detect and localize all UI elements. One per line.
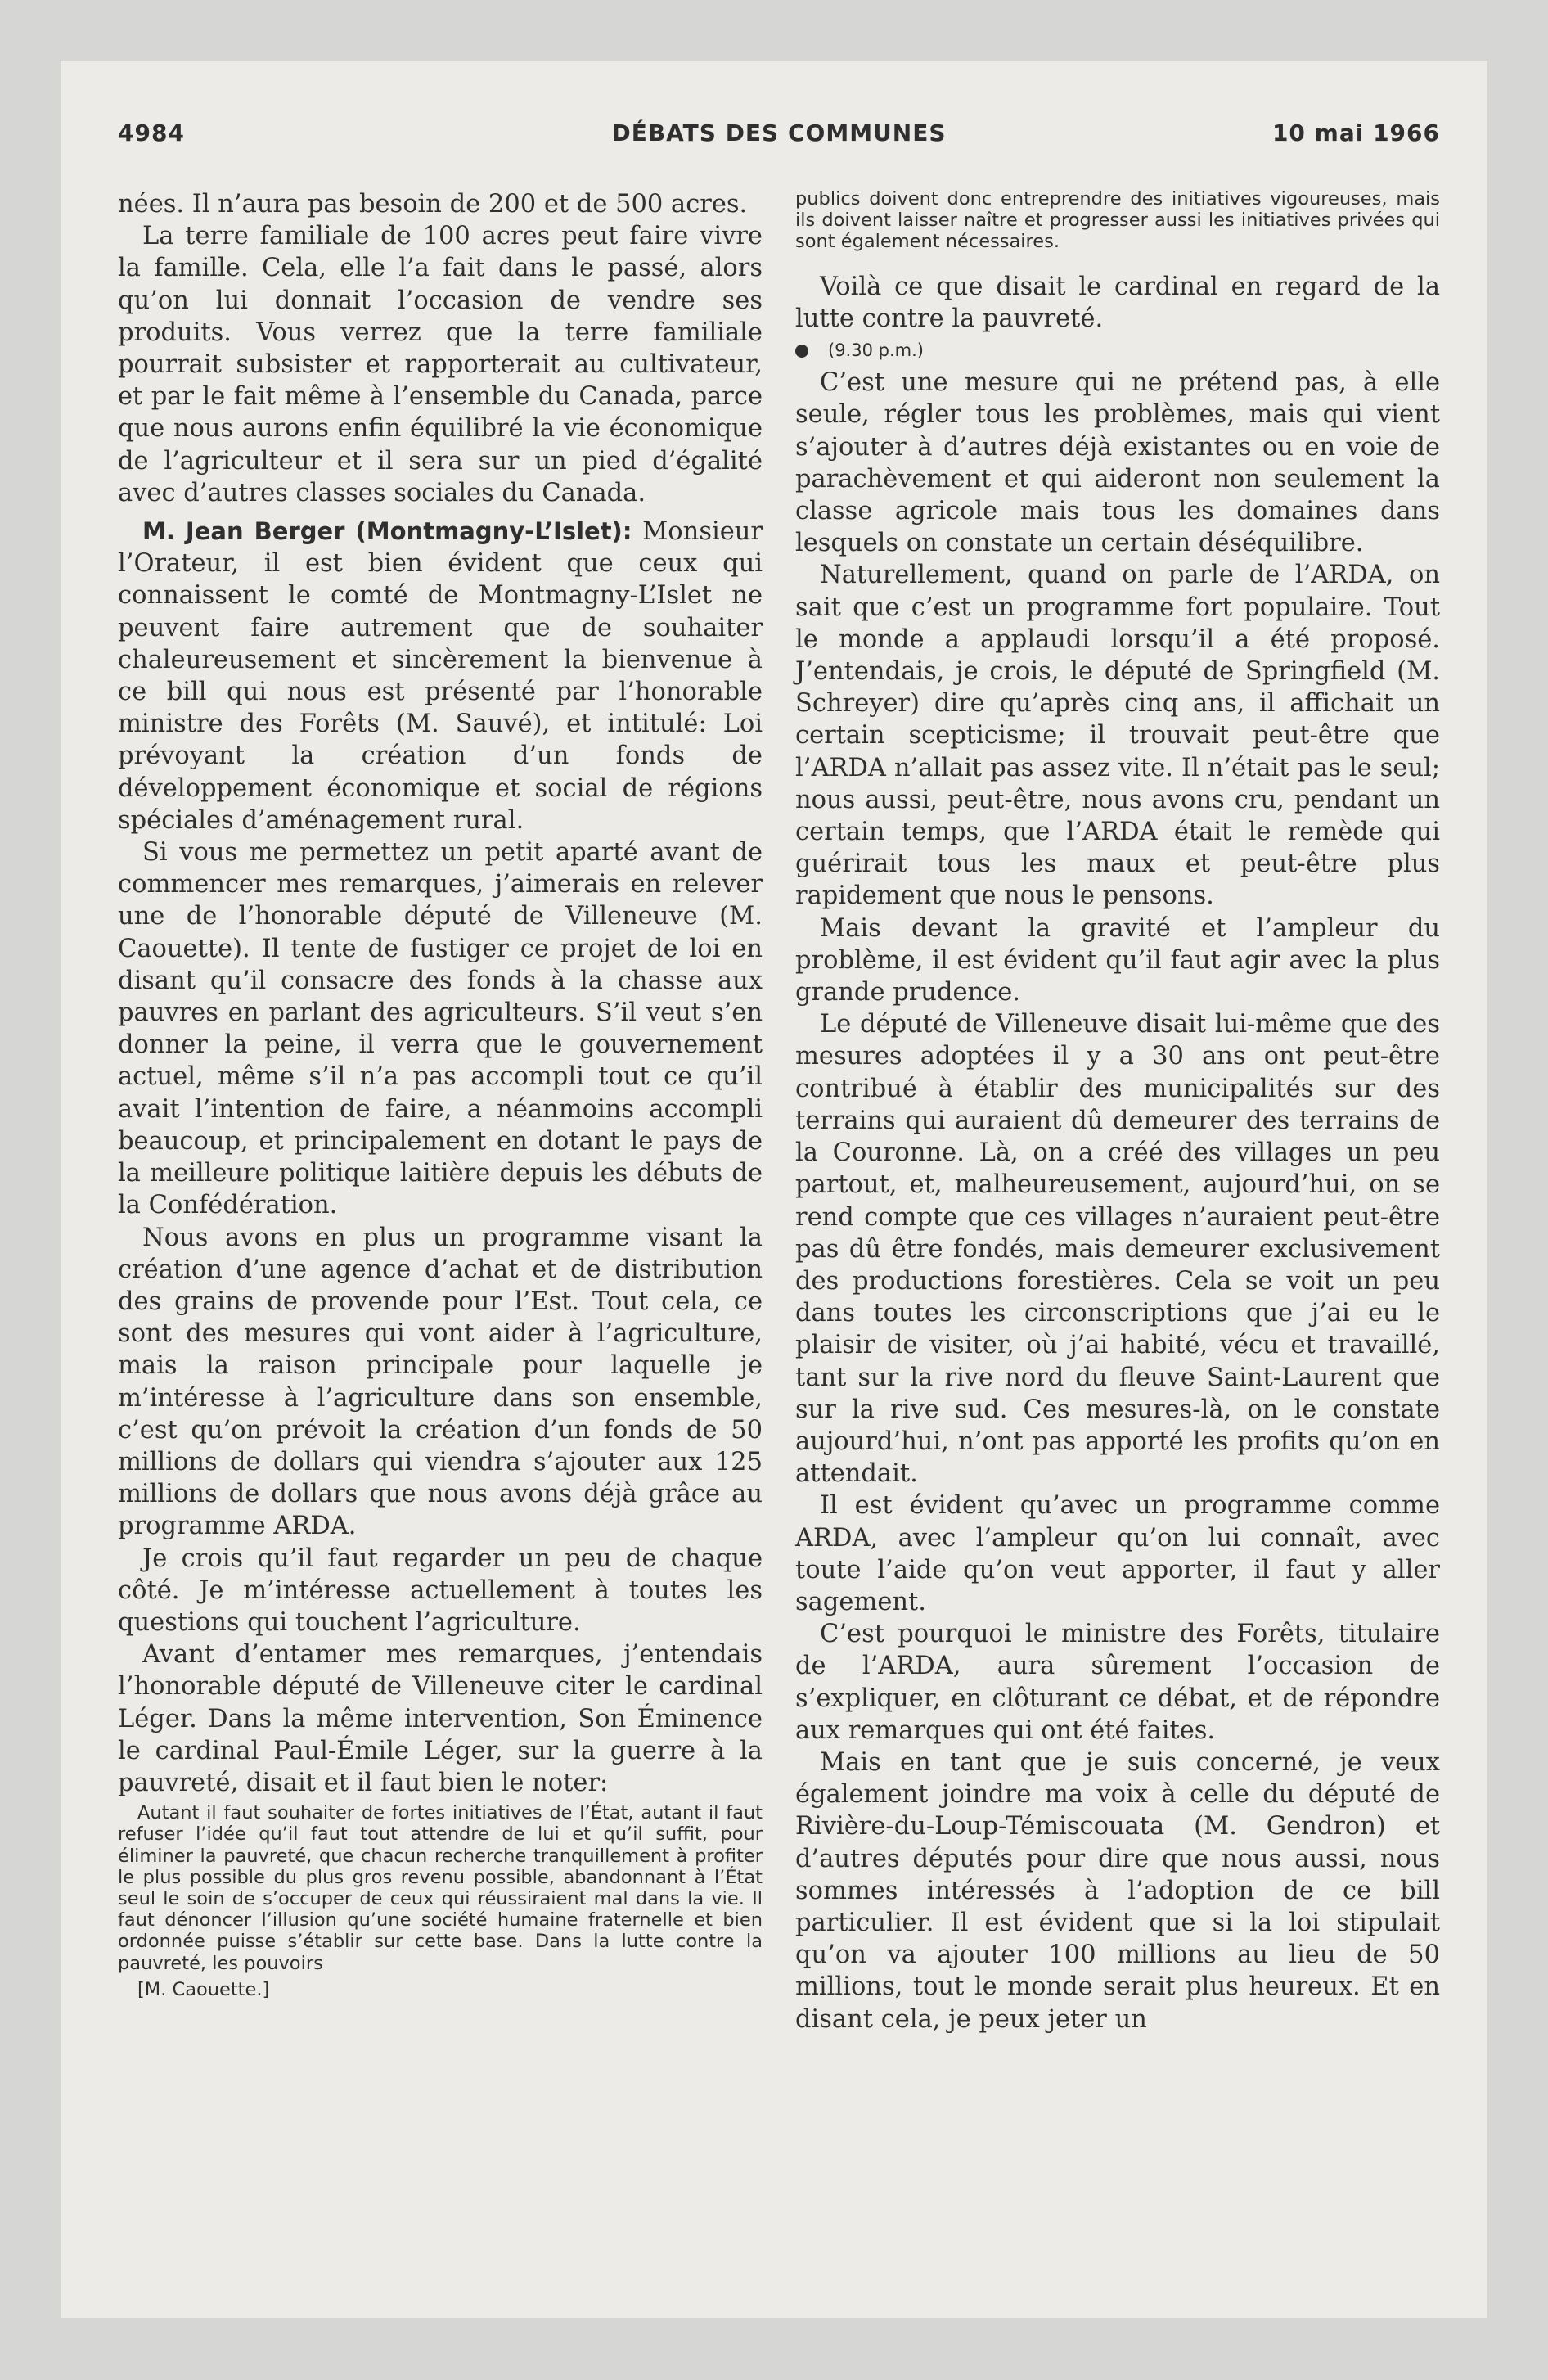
left-column	[118, 188, 763, 2002]
journal-title: DÉBATS DES COMMUNES	[611, 119, 947, 146]
speaker-name: M. Jean Berger (Montmagny-L’Islet):	[142, 517, 632, 546]
bullet-icon	[795, 345, 808, 358]
block-quote: Autant il faut souhaiter de fortes initiatives de l’État, autant il faut refuser l’idée qu’il faut tout attendre de lui et qu’il suffit, pour éliminer la pauvreté, que chacun recherche tranquillement à profiter le plus possible du plus gros revenu possible, abandonnant à l’État seul le soin de s’occuper de ceux qui réussiraient mal dans la vie. Il faut dénoncer l’illusion qu’une société humaine fraternelle et bien ordonnée puisse s’établir sur cette base. Dans la lutte contre la pauvreté, les pouvoirs	[118, 1802, 763, 1974]
paragraph: nées. Il n’aura pas besoin de 200 et de 500 acres.	[118, 190, 748, 219]
page-number: 4984	[118, 119, 185, 146]
page-date: 10 mai 1966	[1271, 119, 1440, 146]
paragraph: C’est pourquoi le ministre des Forêts, titulaire de l’ARDA, aura sûrement l’occasion de s’expliquer, en clôturant ce débat, et de répondre aux remarques qui ont été faites.	[795, 1620, 1440, 1745]
time-stamp	[795, 335, 1440, 367]
time-stamp-text: (9.30 p.m.)	[828, 340, 924, 361]
paragraph: Je crois qu’il faut regarder un peu de chaque côté. Je m’intéresse actuellement à toutes les questions qui touchent l’agriculture.	[118, 1544, 763, 1637]
block-quote-continued: publics doivent donc entreprendre des initiatives vigoureuses, mais ils doivent laisser naître et progresser aussi les initiatives privées qui sont également nécessaires.	[795, 188, 1440, 253]
paragraph: Le député de Villeneuve disait lui-même que des mesures adoptées il y a 30 ans ont peut-être contribué à établir des municipalités sur des terrains qui auraient dû demeurer des terrains de la Couronne. Là, on a créé des villages un peu partout, et, malheureusement, aujourd’hui, on se rend compte que ces villages n’auraient peut-être pas dû être fondés, mais demeurer exclusivement des productions forestières. Cela se voit un peu dans toutes les circonscriptions que j’ai eu le plaisir de visiter, où j’ai habité, vécu et travaillé, tant sur la rive nord du fleuve Saint-Laurent que sur la rive sud. Ces mesures-là, on le constate aujourd’hui, n’ont pas apporté les profits qu’on en attendait.	[795, 1010, 1440, 1489]
quote-source: [M. Caouette.]	[137, 1978, 270, 2000]
document-page	[61, 61, 1487, 2318]
paragraph: Si vous me permettez un petit aparté avant de commencer mes remarques, j’aimerais en relever une de l’honorable député de Villeneuve (M. Caouette). Il tente de fustiger ce projet de loi en disant qu’il consacre des fonds à la chasse aux pauvres en parlant des agriculteurs. S’il veut s’en donner la peine, il verra que le gouvernement actuel, même s’il n’a pas accompli tout ce qu’il avait l’intention de faire, a néanmoins accompli beaucoup, et principalement en dotant le pays de la meilleure politique laitière depuis les débuts de la Confédération.	[118, 838, 763, 1220]
speech-text: Monsieur l’Orateur, il est bien évident que ceux qui connaissent le comté de Montmagny-L’Islet ne peuvent faire autrement que de souhaiter chaleureusement et sincèrement la bienvenue à ce bill qui nous est présenté par l’honorable ministre des Forêts (M. Sauvé), et intitulé: Loi prévoyant la création d’un fonds de développement économique et social de régions spéciales d’aménagement rural.	[118, 517, 763, 835]
paragraph: Voilà ce que disait le cardinal en regard de la lutte contre la pauvreté.	[795, 272, 1440, 333]
paragraph: Avant d’entamer mes remarques, j’entendais l’honorable député de Villeneuve citer le cardinal Léger. Dans la même intervention, Son Éminence le cardinal Paul-Émile Léger, sur la guerre à la pauvreté, disait et il faut bien le noter:	[118, 1640, 763, 1797]
paragraph: Mais en tant que je suis concerné, je veux également joindre ma voix à celle du député de Rivière-du-Loup-Témiscouata (M. Gendron) et d’autres députés pour dire que nous aussi, nous sommes intéressés à l’adoption de ce bill particulier. Il est évident que si la loi stipulait qu’on va ajouter 100 millions au lieu de 50 millions, tout le monde serait plus heureux. Et en disant cela, je peux jeter un	[795, 1747, 1440, 2034]
running-header	[118, 119, 1440, 160]
paragraph: Naturellement, quand on parle de l’ARDA, on sait que c’est un programme fort populaire. Tout le monde a applaudi lorsqu’il a été proposé. J’entendais, je crois, le député de Springfield (M. Schreyer) dire qu’après cinq ans, il affichait un certain scepticisme; il trouvait peut-être que l’ARDA n’allait pas assez vite. Il n’était pas le seul; nous aussi, peut-être, nous avons cru, pendant un certain temps, que l’ARDA était le remède qui guérirait tous les maux et peut-être plus rapidement que nous le pensons.	[795, 561, 1440, 911]
paragraph: La terre familiale de 100 acres peut faire vivre la famille. Cela, elle l’a fait dans le passé, alors qu’on lui donnait l’occasion de vendre ses produits. Vous verrez que la terre familiale pourrait subsister et rapporterait au cultivateur, et par le fait même à l’ensemble du Canada, parce que nous aurons enfin équilibré la vie économique de l’agriculteur et il sera sur un pied d’égalité avec d’autres classes sociales du Canada.	[118, 222, 763, 507]
speech-paragraph	[118, 516, 763, 836]
paragraph: Il est évident qu’avec un programme comme ARDA, avec l’ampleur qu’on lui connaît, avec toute l’aide qu’on veut apporter, il faut y aller sagement.	[795, 1491, 1440, 1616]
paragraph: Mais devant la gravité et l’ampleur du problème, il est évident qu’il faut agir avec la plus grande prudence.	[795, 913, 1440, 1007]
right-column	[795, 188, 1440, 2035]
paragraph: C’est une mesure qui ne prétend pas, à elle seule, régler tous les problèmes, mais qui vient s’ajouter à d’autres déjà existantes ou en voie de parachèvement et qui aideront non seulement la classe agricole mais tous les domaines dans lesquels on constate un certain déséquilibre.	[795, 368, 1440, 558]
paragraph: Nous avons en plus un programme visant la création d’une agence d’achat et de distribution des grains de provende pour l’Est. Tout cela, ce sont des mesures qui vont aider à l’agriculture, mais la raison principale pour laquelle je m’intéresse à l’agriculture dans son ensemble, c’est qu’on prévoit la création d’un fonds de 50 millions de dollars qui viendra s’ajouter aux 125 millions de dollars que nous avons déjà grâce au programme ARDA.	[118, 1223, 763, 1541]
